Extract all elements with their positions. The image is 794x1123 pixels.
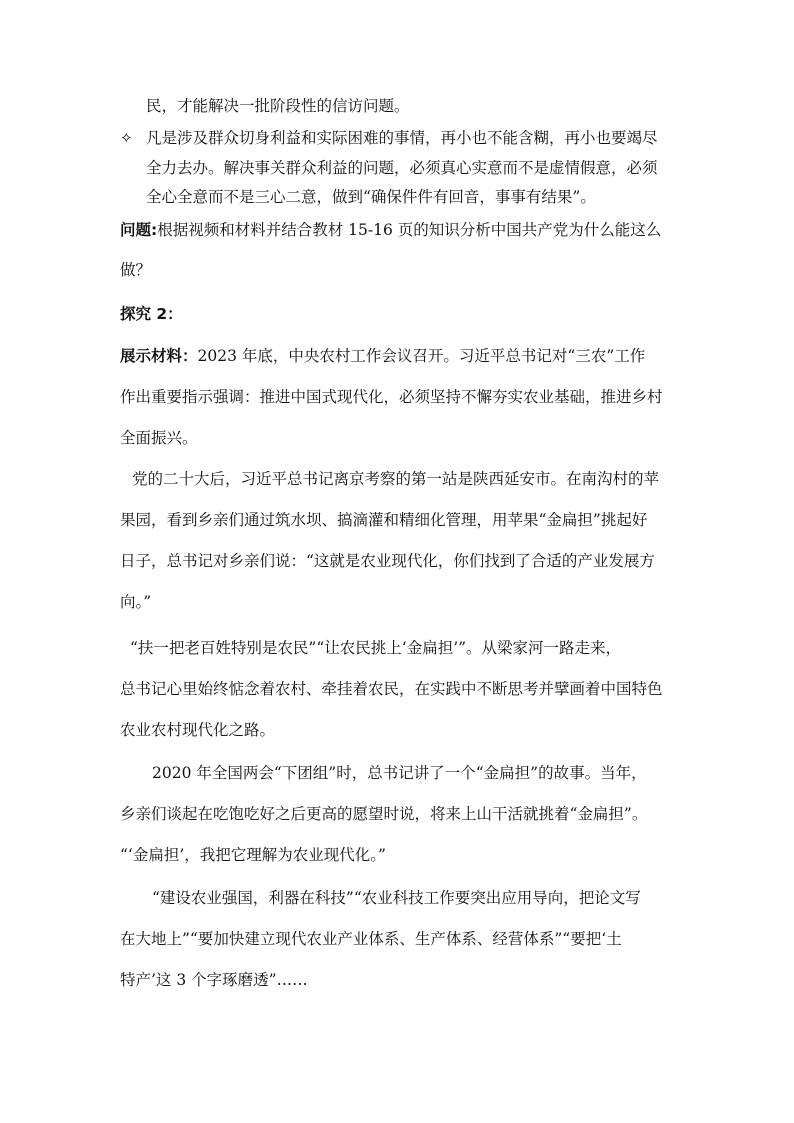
paragraph-line: 农业农村现代化之路。 xyxy=(120,721,276,739)
paragraph-line: 党的二十大后，习近平总书记离京考察的第一站是陕西延安市。在南沟村的苹 xyxy=(132,470,660,488)
material-text-line: 全面振兴。 xyxy=(120,429,198,447)
section-heading: 探究 2： xyxy=(120,305,183,323)
paragraph-line: 乡亲们谈起在吃饱吃好之后更高的愿望时说，将来上山干活就挑着“金扁担”。 xyxy=(120,805,648,823)
paragraph-line: 总书记心里始终惦念着农村、牵挂着农民，在实践中不断思考并擘画着中国特色 xyxy=(120,680,663,698)
paragraph-line: 日子，总书记对乡亲们说：“这就是农业现代化，你们找到了合适的产业发展方 xyxy=(120,552,655,570)
paragraph-line: “扶一把老百姓特别是农民”“让农民挑上‘金扁担’”。从梁家河一路走来， xyxy=(130,639,622,657)
paragraph-line: 在大地上”“要加快建立现代农业产业体系、生产体系、经营体系”“要把‘土 xyxy=(120,930,622,948)
paragraph-line: 果园，看到乡亲们通过筑水坝、搞滴灌和精细化管理，用苹果“金扁担”挑起好 xyxy=(120,511,648,529)
bullet-continuation: 民，才能解决一批阶段性的信访问题。 xyxy=(146,97,410,115)
paragraph-line: 2020 年全国两会“下团组”时，总书记讲了一个“金扁担”的故事。当年， xyxy=(152,764,647,782)
bullet-item-line: 全力去办。解决事关群众利益的问题，必须真心实意而不是虚情假意，必须 xyxy=(146,159,658,177)
question-text-cont: 做？ xyxy=(120,261,152,279)
question-paragraph xyxy=(120,220,661,240)
material-paragraph xyxy=(120,346,645,366)
paragraph-line: 特产’这 3 个字琢磨透”…… xyxy=(120,971,308,989)
diamond-bullet-icon: ✧ xyxy=(120,129,133,147)
bullet-item-line: 凡是涉及群众切身利益和实际困难的事情，再小也不能含糊，再小也要竭尽 xyxy=(146,129,658,147)
material-text-line: 作出重要指示强调：推进中国式现代化，必须坚持不懈夯实农业基础，推进乡村 xyxy=(120,388,663,406)
paragraph-line: 向。” xyxy=(120,593,152,611)
paragraph-line: “建设农业强国，利器在科技”“农业科技工作要突出应用导向，把论文写 xyxy=(152,889,641,907)
paragraph-line: “‘金扁担’，我把它理解为农业现代化。” xyxy=(120,846,386,864)
question-label: 问题: xyxy=(120,221,158,239)
question-text: 根据视频和材料并结合教材 15-16 页的知识分析中国共产党为什么能这么 xyxy=(157,221,662,239)
material-text: 2023 年底，中央农村工作会议召开。习近平总书记对“三农”工作 xyxy=(197,347,646,365)
material-label: 展示材料： xyxy=(120,347,198,365)
bullet-item-line: 全心全意而不是三心二意，做到“确保件件有回音，事事有结果”。 xyxy=(146,188,596,206)
